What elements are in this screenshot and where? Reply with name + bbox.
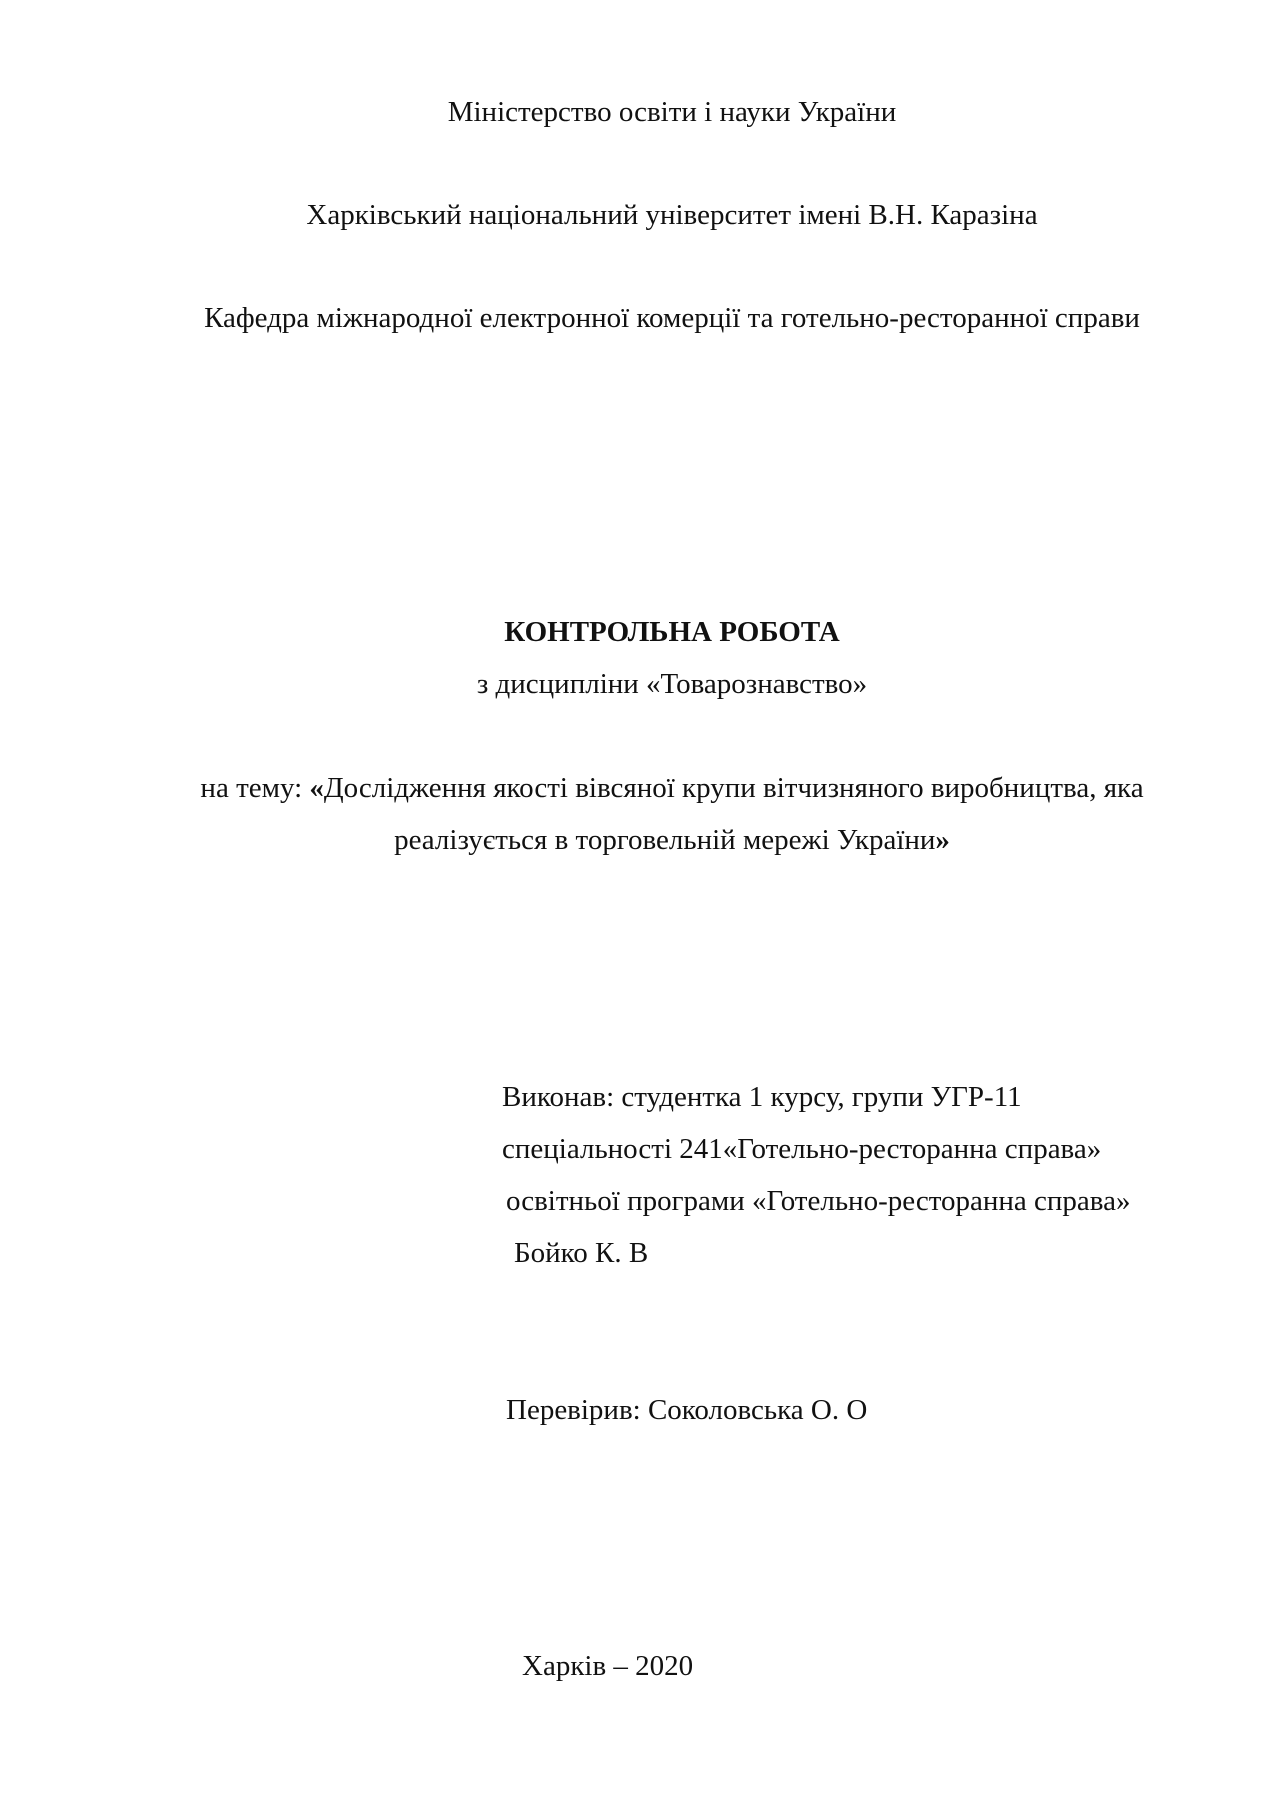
- department-name: Кафедра міжнародної електронної комерції та готельно-ресторанної справи: [204, 302, 1140, 334]
- author-line-1: Виконав: студентка 1 курсу, групи УГР-11: [502, 1081, 1022, 1113]
- topic-text-2: реалізується в торговельній мережі України: [394, 824, 936, 856]
- city-year: Харків – 2020: [522, 1650, 694, 1682]
- work-type-heading: КОНТРОЛЬНА РОБОТА: [504, 616, 840, 648]
- reviewer-line: Перевірив: Соколовська О. О: [506, 1394, 868, 1426]
- ministry-name: Міністерство освіти і науки України: [447, 96, 897, 128]
- topic-line-2: [0, 822, 1280, 858]
- author-line-3: освітньої програми «Готельно-ресторанна справа»: [506, 1185, 1131, 1217]
- author-name: Бойко К. В: [514, 1237, 649, 1269]
- topic-line-1: [0, 770, 1280, 806]
- university-name: Харківський національний університет імені В.Н. Каразіна: [306, 199, 1038, 231]
- author-line-2: спеціальності 241«Готельно-ресторанна справа»: [502, 1133, 1102, 1165]
- topic-open-quote: «: [309, 772, 324, 804]
- topic-prefix: на тему:: [200, 772, 310, 804]
- topic-close-quote: »: [935, 824, 950, 856]
- topic-text-1: Дослідження якості вівсяної крупи вітчизняного виробництва, яка: [323, 772, 1144, 804]
- discipline-line: з дисципліни «Товарознавство»: [476, 668, 868, 700]
